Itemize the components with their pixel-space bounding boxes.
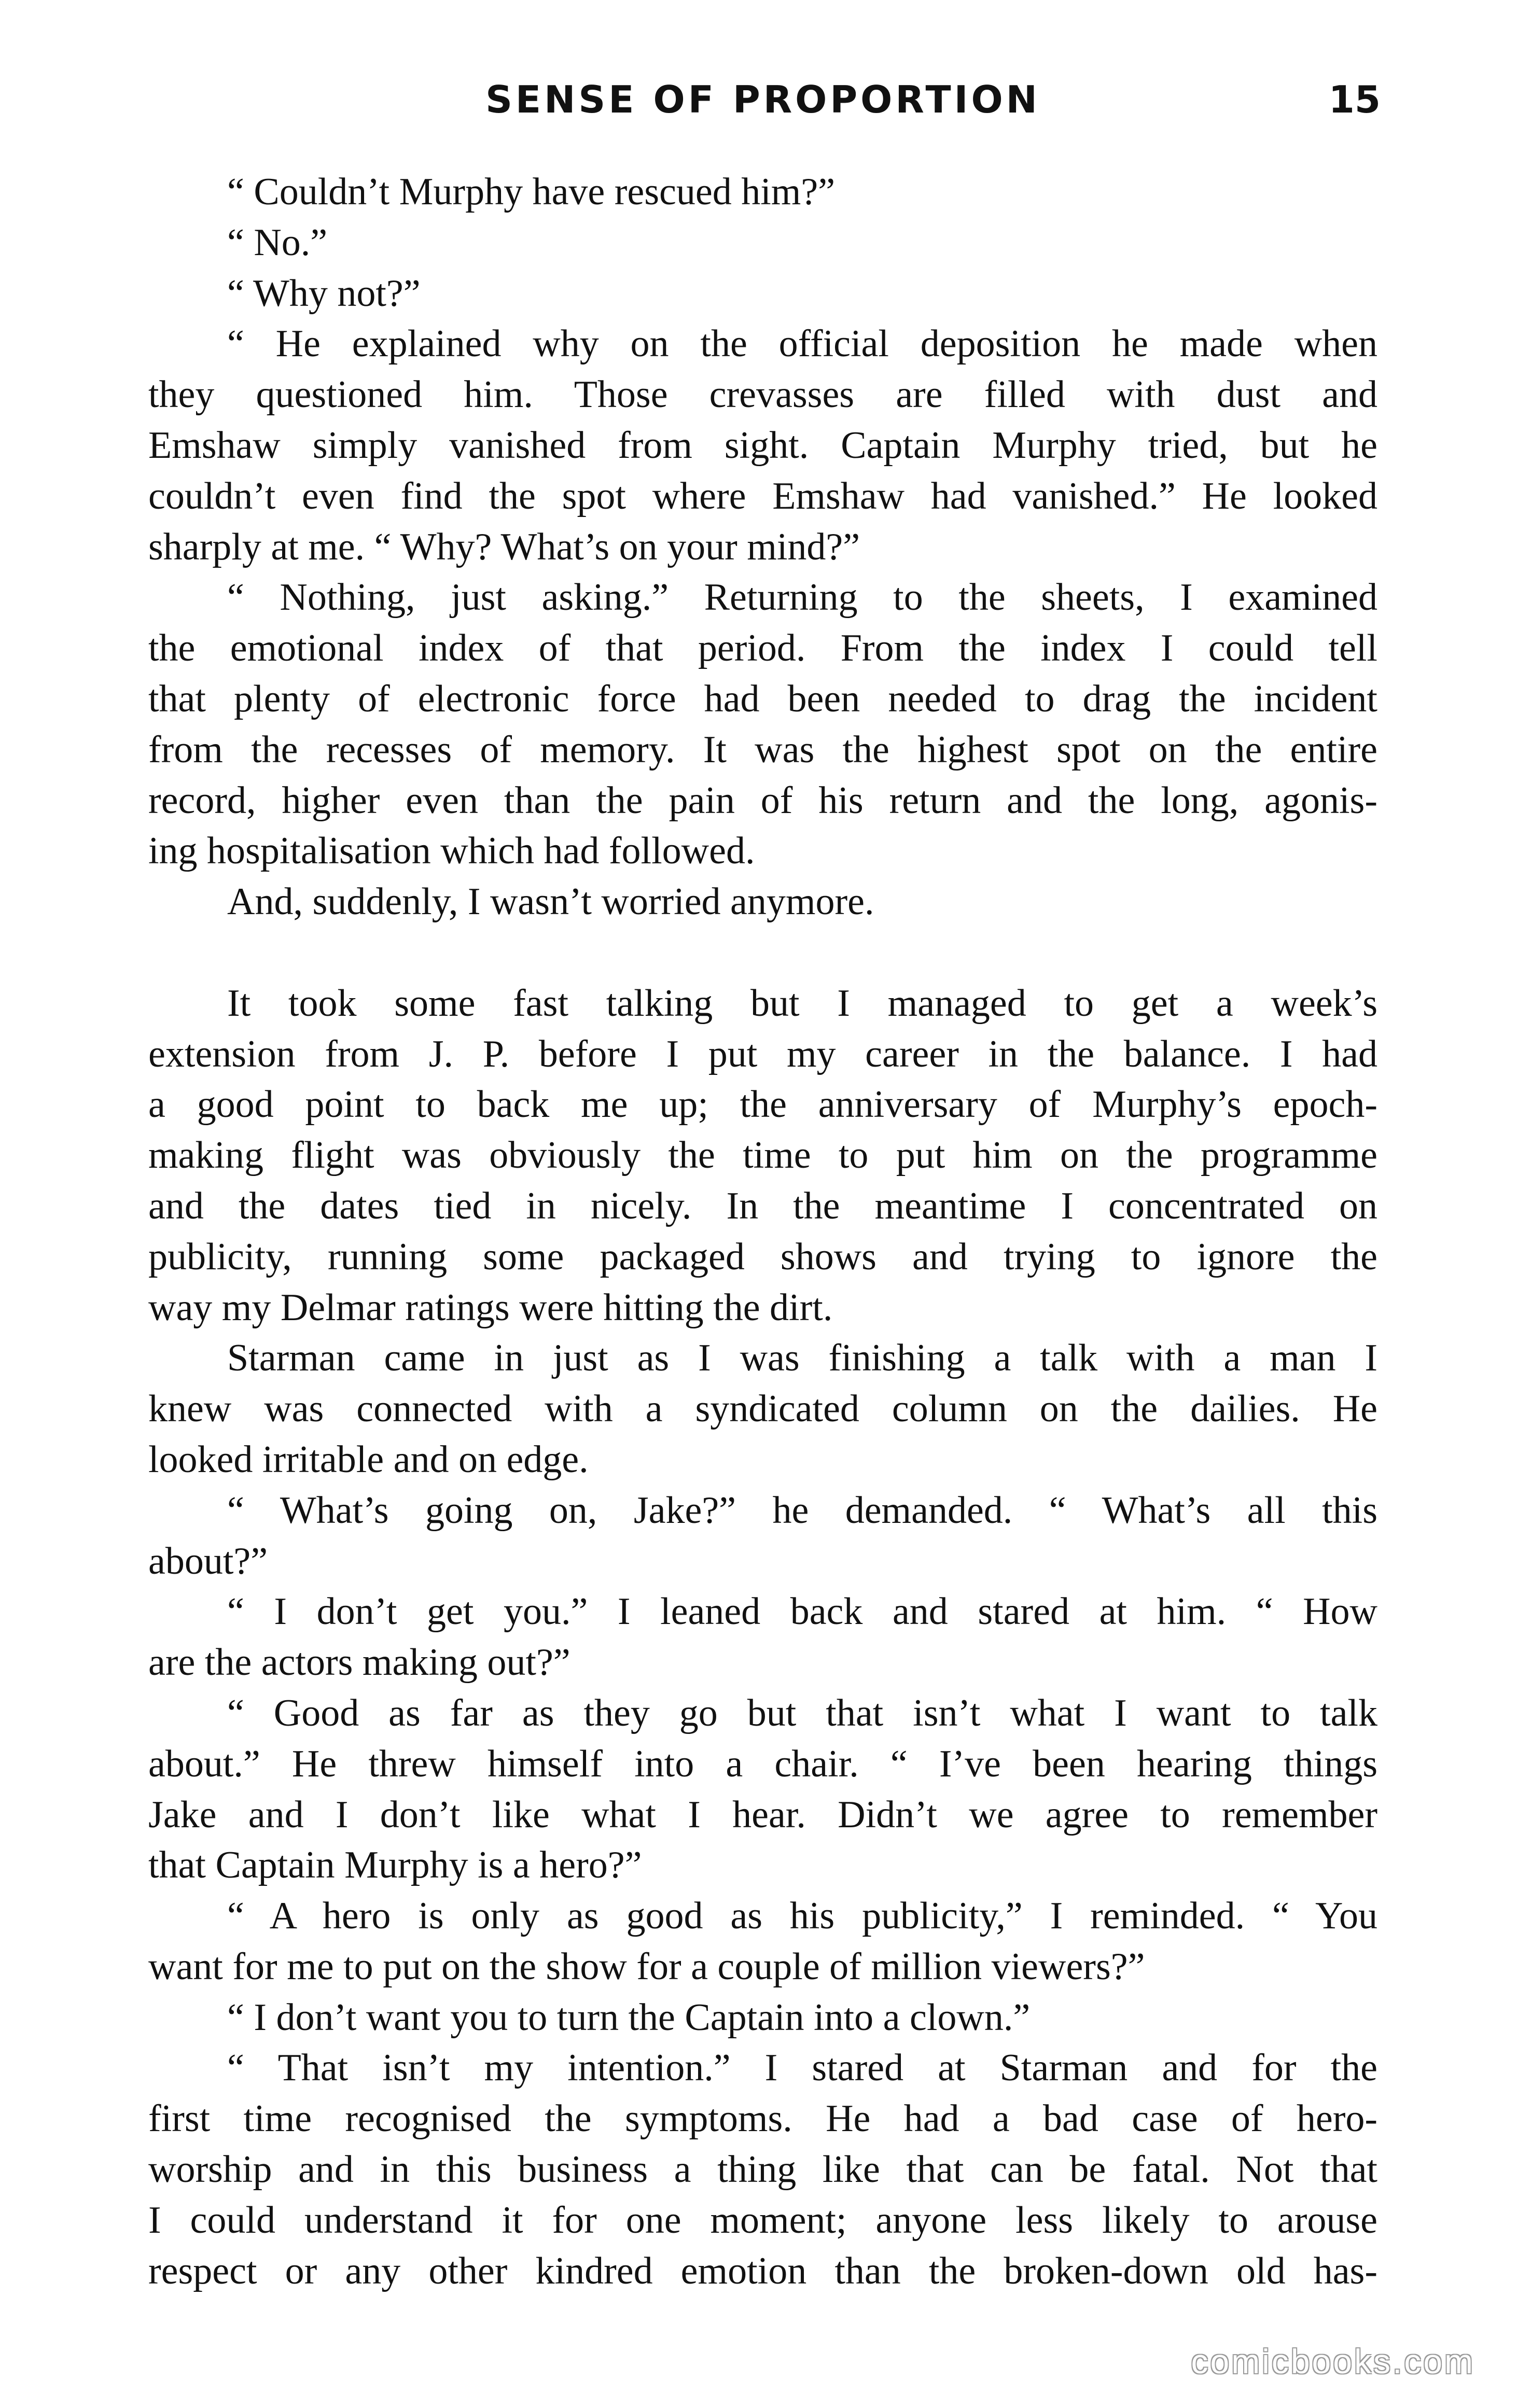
text-line: I could understand it for one moment; anyone less likely to arouse <box>148 2199 1377 2242</box>
text-line: knew was connected with a syndicated column on the dailies. He <box>148 1388 1377 1431</box>
text-line: “ Why not?” <box>227 272 421 315</box>
body-text <box>148 167 1377 2297</box>
text-line: “ I don’t want you to turn the Captain into a clown.” <box>227 1996 1031 2039</box>
text-line: “ No.” <box>227 221 328 264</box>
text-line: publicity, running some packaged shows and trying to ignore the <box>148 1235 1377 1278</box>
text-line: want for me to put on the show for a couple of million viewers?” <box>148 1945 1145 1988</box>
text-line: way my Delmar ratings were hitting the dirt. <box>148 1286 833 1329</box>
text-line: about?” <box>148 1539 268 1583</box>
text-line: And, suddenly, I wasn’t worried anymore. <box>227 880 874 923</box>
text-line: respect or any other kindred emotion than the broken-down old has- <box>148 2249 1377 2292</box>
text-line: It took some fast talking but I managed to get a week’s <box>227 982 1377 1025</box>
running-head: SENSE OF PROPORTION <box>485 78 1040 121</box>
text-line: the emotional index of that period. From the index I could tell <box>148 627 1377 670</box>
watermark: comicbooks.com <box>1191 2342 1475 2381</box>
text-line: Starman came in just as I was finishing a talk with a man I <box>227 1337 1377 1380</box>
text-line: “ What’s going on, Jake?” he demanded. “ What’s all this <box>227 1489 1377 1532</box>
text-line: that plenty of electronic force had been needed to drag the incident <box>148 677 1377 720</box>
text-line: Jake and I don’t like what I hear. Didn’t we agree to remember <box>148 1793 1377 1836</box>
page-header <box>148 78 1381 135</box>
text-line: and the dates tied in nicely. In the meantime I concentrated on <box>148 1184 1377 1227</box>
text-line: “ I don’t get you.” I leaned back and stared at him. “ How <box>227 1590 1377 1633</box>
page-number: 15 <box>1328 78 1381 121</box>
text-line: sharply at me. “ Why? What’s on your mind?” <box>148 525 860 568</box>
text-line: record, higher even than the pain of his return and the long, agonis- <box>148 779 1377 822</box>
text-line: “ Couldn’t Murphy have rescued him?” <box>227 171 836 213</box>
text-line: looked irritable and on edge. <box>148 1438 589 1481</box>
text-line: making flight was obviously the time to put him on the programme <box>148 1134 1377 1177</box>
text-line: from the recesses of memory. It was the highest spot on the entire <box>148 728 1377 771</box>
text-line: about.” He threw himself into a chair. “ I’ve been hearing things <box>148 1742 1377 1785</box>
text-line: that Captain Murphy is a hero?” <box>148 1844 642 1887</box>
text-line: Emshaw simply vanished from sight. Captain Murphy tried, but he <box>148 424 1377 467</box>
text-line: “ He explained why on the official deposition he made when <box>227 323 1377 366</box>
text-line: first time recognised the symptoms. He had a bad case of hero- <box>148 2097 1377 2140</box>
text-line: “ A hero is only as good as his publicity,” I reminded. “ You <box>227 1895 1377 1938</box>
text-line: worship and in this business a thing like that can be fatal. Not that <box>148 2148 1377 2191</box>
text-line: a good point to back me up; the anniversary of Murphy’s epoch- <box>148 1083 1377 1126</box>
text-line: are the actors making out?” <box>148 1641 570 1684</box>
text-line: “ Good as far as they go but that isn’t what I want to talk <box>227 1691 1377 1734</box>
text-line: “ That isn’t my intention.” I stared at Starman and for the <box>227 2047 1377 2090</box>
text-line: they questioned him. Those crevasses are filled with dust and <box>148 373 1377 416</box>
text-line: extension from J. P. before I put my career in the balance. I had <box>148 1032 1377 1075</box>
text-line: couldn’t even find the spot where Emshaw had vanished.” He looked <box>148 474 1377 517</box>
section-break <box>148 928 1377 978</box>
text-line: “ Nothing, just asking.” Returning to the sheets, I examined <box>227 576 1377 619</box>
text-line: ing hospitalisation which had followed. <box>148 830 755 873</box>
